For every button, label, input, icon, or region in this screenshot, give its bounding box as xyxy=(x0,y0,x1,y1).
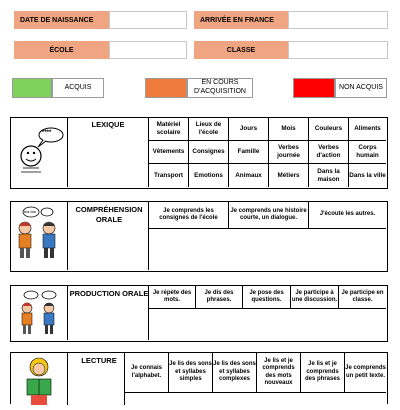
lexique-cell: Dans la ville xyxy=(348,164,386,187)
lexique-cell: Famille xyxy=(228,141,268,164)
comprehension-item: Je comprends les consignes de l'école xyxy=(148,202,228,229)
production-item: Je dis des phrases. xyxy=(195,286,242,309)
comprehension-title: COMPRÉHENSION ORALE xyxy=(75,205,143,224)
lexique-cell: Couleurs xyxy=(308,118,348,141)
lexique-cell: Transport xyxy=(148,164,188,187)
lecture-item: Je connais l'alphabet. xyxy=(124,353,168,393)
lexique-cell: Métiers xyxy=(268,164,308,187)
production-item: Je répète des mots. xyxy=(148,286,195,309)
comprehension-answer-area[interactable] xyxy=(148,229,386,270)
school-field[interactable] xyxy=(109,41,187,59)
lexique-cell: Verbes journée xyxy=(268,141,308,164)
legend-swatch-non-acquis xyxy=(293,78,335,98)
production-section xyxy=(10,285,388,342)
lecture-title: LECTURE xyxy=(81,356,117,365)
legend-label-acquis: ACQUIS xyxy=(52,78,104,98)
lexique-title: LEXIQUE xyxy=(91,120,125,129)
lexique-cell: Vêtements xyxy=(148,141,188,164)
lecture-item: Je lis des sons et syllabes simples xyxy=(168,353,212,393)
comprehension-item: Je comprends une histoire courte, un dialogue. xyxy=(228,202,308,229)
lecture-answer-area[interactable] xyxy=(124,393,386,405)
birth-date-field[interactable] xyxy=(109,11,187,29)
lecture-item: Je comprends un petit texte. xyxy=(344,353,386,393)
comprehension-section xyxy=(10,201,388,272)
lexique-section xyxy=(10,117,388,189)
lexique-cell: Matériel scolaire xyxy=(148,118,188,141)
lexique-cell: Aliments xyxy=(348,118,386,141)
production-item: Je pose des questions. xyxy=(242,286,290,309)
legend-swatch-acquis xyxy=(12,78,52,98)
lexique-cell: Corps humain xyxy=(348,141,386,164)
lecture-icon-cell xyxy=(11,353,68,405)
lecture-item: Je lis et je comprends des phrases xyxy=(300,353,344,393)
lexique-cell: Lieux de l'école xyxy=(188,118,228,141)
legend-label-non-acquis: NON ACQUIS xyxy=(335,78,387,98)
class-label: CLASSE xyxy=(194,41,288,59)
school-label: ÉCOLE xyxy=(14,41,109,59)
lexique-cell: Consignes xyxy=(188,141,228,164)
arrival-label: ARRIVÉE EN FRANCE xyxy=(194,11,288,29)
lecture-item: Je lis et je comprends des mots nouveaux xyxy=(256,353,300,393)
lecture-grid xyxy=(124,353,386,405)
lecture-item: Je lis des sons et syllabes complexes xyxy=(212,353,256,393)
comprehension-grid xyxy=(148,202,386,270)
production-item: Je participe à une discussion. xyxy=(290,286,338,309)
lexique-cell: Mois xyxy=(268,118,308,141)
lexique-cell: Verbes d'action xyxy=(308,141,348,164)
lexique-icon-cell xyxy=(11,118,68,187)
lexique-grid xyxy=(148,118,386,187)
production-item: Je participe en classe. xyxy=(338,286,386,309)
lexique-cell: Jours xyxy=(228,118,268,141)
two-people-talking-icon xyxy=(11,202,66,270)
child-reading-icon xyxy=(11,353,66,405)
people-speaking-icon xyxy=(11,286,66,340)
production-title: PRODUCTION ORALE xyxy=(69,289,149,298)
comprehension-icon-cell xyxy=(11,202,68,270)
production-icon-cell xyxy=(11,286,68,340)
lecture-section xyxy=(10,352,388,404)
lexique-bubble-text: **** xyxy=(42,130,52,136)
arrival-field[interactable] xyxy=(288,11,388,29)
speaking-face-icon xyxy=(11,118,66,187)
class-field[interactable] xyxy=(288,41,388,59)
legend-label-en-cours: EN COURS D'ACQUISITION xyxy=(187,78,253,98)
comprehension-bubble-text: bla bla xyxy=(24,209,36,214)
comprehension-item: J'écoute les autres. xyxy=(308,202,386,229)
legend-swatch-en-cours xyxy=(145,78,187,98)
lexique-cell: Emotions xyxy=(188,164,228,187)
lexique-cell: Animaux xyxy=(228,164,268,187)
production-answer-area[interactable] xyxy=(148,309,386,340)
production-grid xyxy=(148,286,386,340)
lexique-cell: Dans la maison xyxy=(308,164,348,187)
birth-date-label: DATE DE NAISSANCE xyxy=(14,11,109,29)
